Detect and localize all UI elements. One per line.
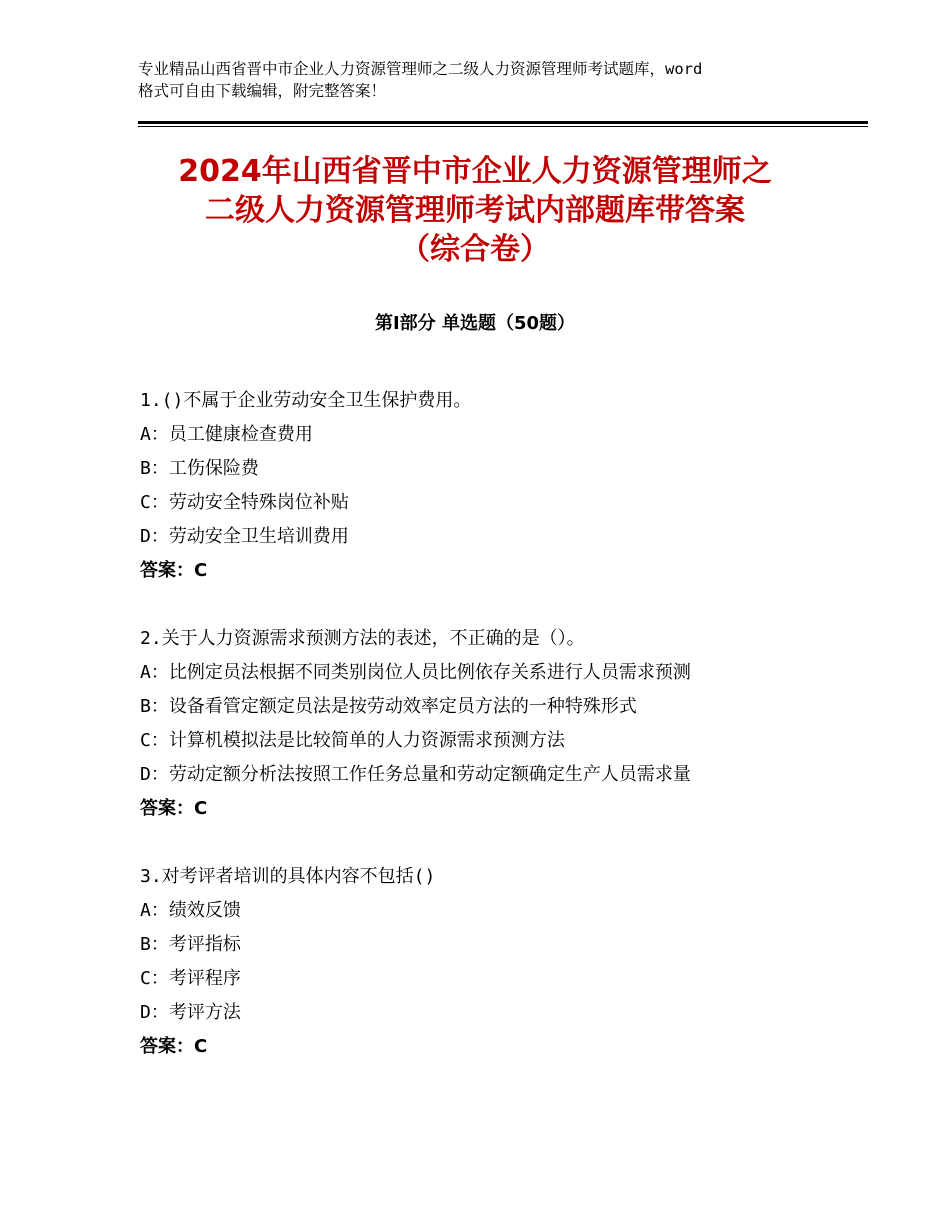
option-a: A：员工健康检查费用 <box>140 424 313 445</box>
answer-line: 答案：C <box>140 1036 208 1057</box>
option-b: B：设备看管定额定员法是按劳动效率定员方法的一种特殊形式 <box>140 696 637 717</box>
header-note <box>138 58 828 102</box>
question-stem: 1.()不属于企业劳动安全卫生保护费用。 <box>140 390 472 411</box>
document-title-line-3: （综合卷） <box>400 232 550 267</box>
question-3 <box>140 860 860 1064</box>
option-d: D：劳动安全卫生培训费用 <box>140 526 349 547</box>
question-2 <box>140 622 860 826</box>
header-rule-thin <box>138 126 868 127</box>
answer-line: 答案：C <box>140 560 208 581</box>
option-c: C：计算机模拟法是比较简单的人力资源需求预测方法 <box>140 730 565 751</box>
question-stem: 2.关于人力资源需求预测方法的表述，不正确的是（）。 <box>140 628 585 649</box>
option-a: A：比例定员法根据不同类别岗位人员比例依存关系进行人员需求预测 <box>140 662 691 683</box>
section-heading: 第Ⅰ部分 单选题（50题） <box>374 313 575 334</box>
document-title-line-2: 二级人力资源管理师考试内部题库带答案 <box>205 193 745 228</box>
document-title <box>100 152 850 269</box>
option-c: C：劳动安全特殊岗位补贴 <box>140 492 349 513</box>
question-stem: 3.对考评者培训的具体内容不包括() <box>140 866 436 887</box>
option-d: D：劳动定额分析法按照工作任务总量和劳动定额确定生产人员需求量 <box>140 764 691 785</box>
option-a: A：绩效反馈 <box>140 900 241 921</box>
option-b: B：工伤保险费 <box>140 458 259 479</box>
question-1 <box>140 384 860 588</box>
option-d: D：考评方法 <box>140 1002 241 1023</box>
header-rule-thick <box>138 121 868 124</box>
document-title-line-1: 2024年山西省晋中市企业人力资源管理师之 <box>178 154 772 189</box>
header-note-line-2: 格式可自由下载编辑，附完整答案！ <box>138 82 387 100</box>
question-list <box>140 384 860 1098</box>
option-c: C：考评程序 <box>140 968 241 989</box>
header-note-line-1: 专业精品山西省晋中市企业人力资源管理师之二级人力资源管理师考试题库，word <box>138 60 703 78</box>
answer-line: 答案：C <box>140 798 208 819</box>
option-b: B：考评指标 <box>140 934 241 955</box>
